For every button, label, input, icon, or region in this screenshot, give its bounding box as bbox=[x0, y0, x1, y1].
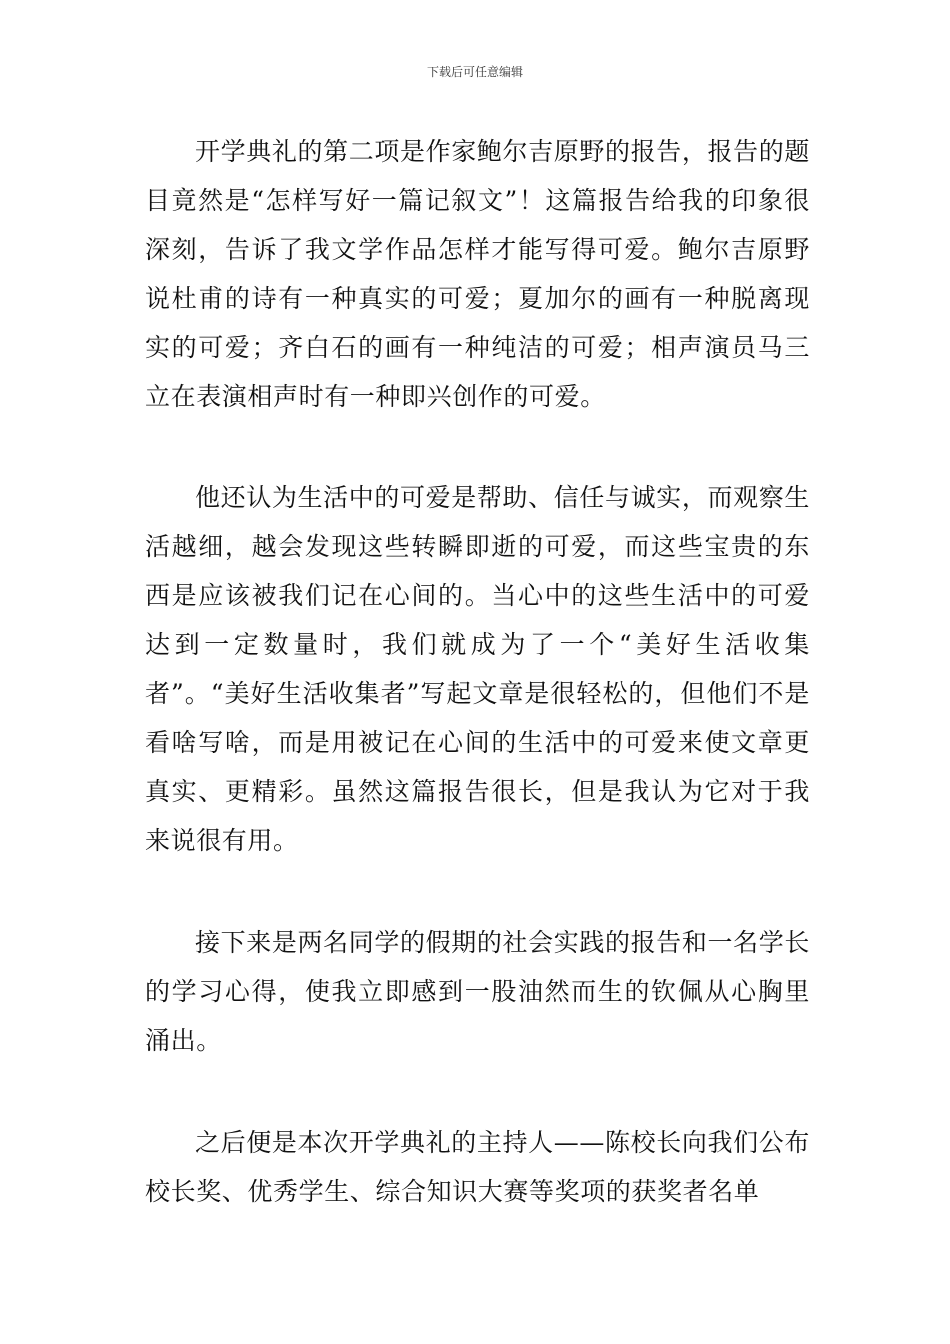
paragraph-student-reports: 接下来是两名同学的假期的社会实践的报告和一名学长的学习心得，使我立即感到一股油然而生的钦佩从心胸里涌出。 bbox=[145, 928, 810, 1055]
paragraph-life-observation: 他还认为生活中的可爱是帮助、信任与诚实，而观察生活越细，越会发现这些转瞬即逝的可爱，而这些宝贵的东西是应该被我们记在心间的。当心中的这些生活中的可爱达到一定数量时，我们就成为了一个“美好生活收集者”。“美好生活收集者”写起文章是很轻松的，但他们不是看啥写啥，而是用被记在心间的生活中的可爱来使文章更真实、更精彩。虽然这篇报告很长，但是我认为它对于我来说很有用。 bbox=[145, 483, 810, 855]
paragraph-opening-ceremony-report: 开学典礼的第二项是作家鲍尔吉原野的报告，报告的题目竟然是“怎样写好一篇记叙文”！这篇报告给我的印象很深刻，告诉了我文学作品怎样才能写得可爱。鲍尔吉原野说杜甫的诗有一种真实的可爱；夏加尔的画有一种脱离现实的可爱；齐白石的画有一种纯洁的可爱；相声演员马三立在表演相声时有一种即兴创作的可爱。 bbox=[145, 137, 810, 411]
page-header-note: 下载后可任意编辑 bbox=[426, 65, 523, 79]
paragraph-award-announcement: 之后便是本次开学典礼的主持人——陈校长向我们公布校长奖、优秀学生、综合知识大赛等奖项的获奖者名单 bbox=[145, 1128, 810, 1206]
